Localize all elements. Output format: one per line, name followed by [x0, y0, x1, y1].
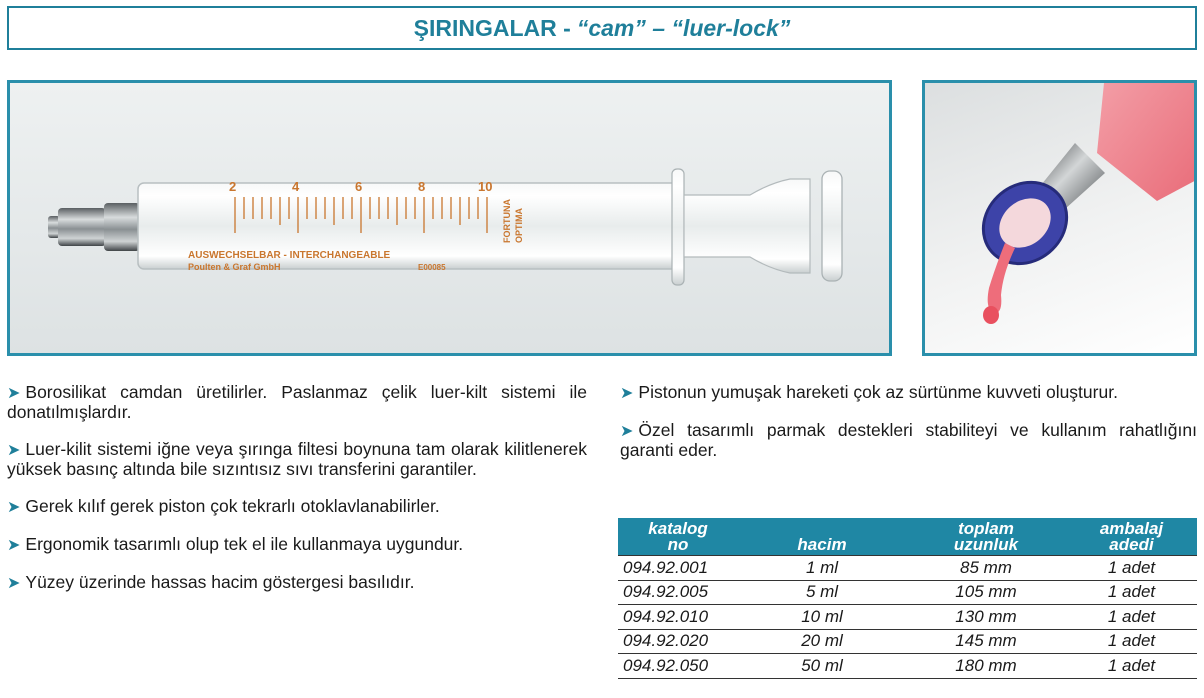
table-row: 094.92.005 5 ml 105 mm 1 adet [618, 580, 1197, 605]
list-item: ➤ Özel tasarımlı parmak destekleri stabiliteyi ve kullanım rahatlığını garanti eder. [620, 420, 1197, 460]
svg-text:10: 10 [478, 179, 493, 194]
syringe-filter-photo [922, 80, 1197, 356]
list-item: ➤ Yüzey üzerinde hassas hacim göstergesi basılıdır. [7, 572, 415, 592]
table-row: 094.92.020 20 ml 145 mm 1 adet [618, 629, 1197, 654]
chevron-right-icon: ➤ [7, 499, 21, 516]
list-item: ➤ Pistonun yumuşak hareketi çok az sürtünme kuvveti oluşturur. [620, 382, 1118, 402]
page-title: ŞIRINGALAR - [413, 14, 571, 41]
chevron-right-icon: ➤ [620, 423, 634, 440]
header-catalog: katalog no [618, 518, 738, 556]
header-pack: ambalaj adedi [1066, 518, 1197, 556]
chevron-right-icon: ➤ [7, 537, 21, 554]
syringe-barrel-liquid-icon [1097, 83, 1194, 201]
chevron-right-icon: ➤ [620, 385, 634, 402]
list-item: ➤ Borosilikat camdan üretilirler. Paslanmaz çelik luer-kilt sistemi ile donatılmışlardır. [7, 382, 587, 422]
header-volume: hacim [738, 518, 906, 556]
syringe-photo [7, 80, 892, 356]
svg-text:Poulten & Graf GmbH: Poulten & Graf GmbH [188, 262, 281, 272]
spec-table [618, 518, 1197, 679]
svg-text:4: 4 [292, 179, 300, 194]
syringe-illustration [10, 83, 889, 353]
header-length: toplam uzunluk [906, 518, 1066, 556]
page-title-box [7, 6, 1197, 50]
chevron-right-icon: ➤ [7, 385, 21, 402]
svg-text:6: 6 [355, 179, 363, 194]
svg-text:FORTUNA: FORTUNA [502, 199, 512, 243]
chevron-right-icon: ➤ [7, 442, 21, 459]
list-item: ➤ Ergonomik tasarımlı olup tek el ile kullanmaya uygundur. [7, 534, 464, 554]
list-item: ➤ Gerek kılıf gerek piston çok tekrarlı otoklavlanabilirler. [7, 496, 440, 516]
feature-list-right [620, 383, 1197, 478]
table-header-row [618, 518, 1197, 556]
table-row: 094.92.010 10 ml 130 mm 1 adet [618, 605, 1197, 630]
feature-list-left [7, 383, 587, 611]
luer-lock-icon [58, 208, 106, 246]
svg-text:8: 8 [418, 179, 426, 194]
svg-text:AUSWECHSELBAR - INTERCHANGEABL: AUSWECHSELBAR - INTERCHANGEABLE [188, 250, 391, 261]
table-row: 094.92.050 50 ml 180 mm 1 adet [618, 654, 1197, 679]
page-subtitle: “cam” – “luer-lock” [576, 14, 791, 41]
svg-text:E00085: E00085 [418, 263, 446, 272]
syringe-filter-illustration [925, 83, 1194, 353]
svg-text:2: 2 [229, 179, 237, 194]
chevron-right-icon: ➤ [7, 575, 21, 592]
list-item: ➤ Luer-kilit sistemi iğne veya şırınga filtesi boynuna tam olarak kilitlenerek yüksek basınç altında bile sızıntısız sıvı transferini garantiler. [7, 439, 587, 479]
plunger-icon [684, 179, 810, 273]
svg-text:OPTIMA: OPTIMA [514, 208, 524, 243]
table-row: 094.92.001 1 ml 85 mm 1 adet [618, 556, 1197, 581]
